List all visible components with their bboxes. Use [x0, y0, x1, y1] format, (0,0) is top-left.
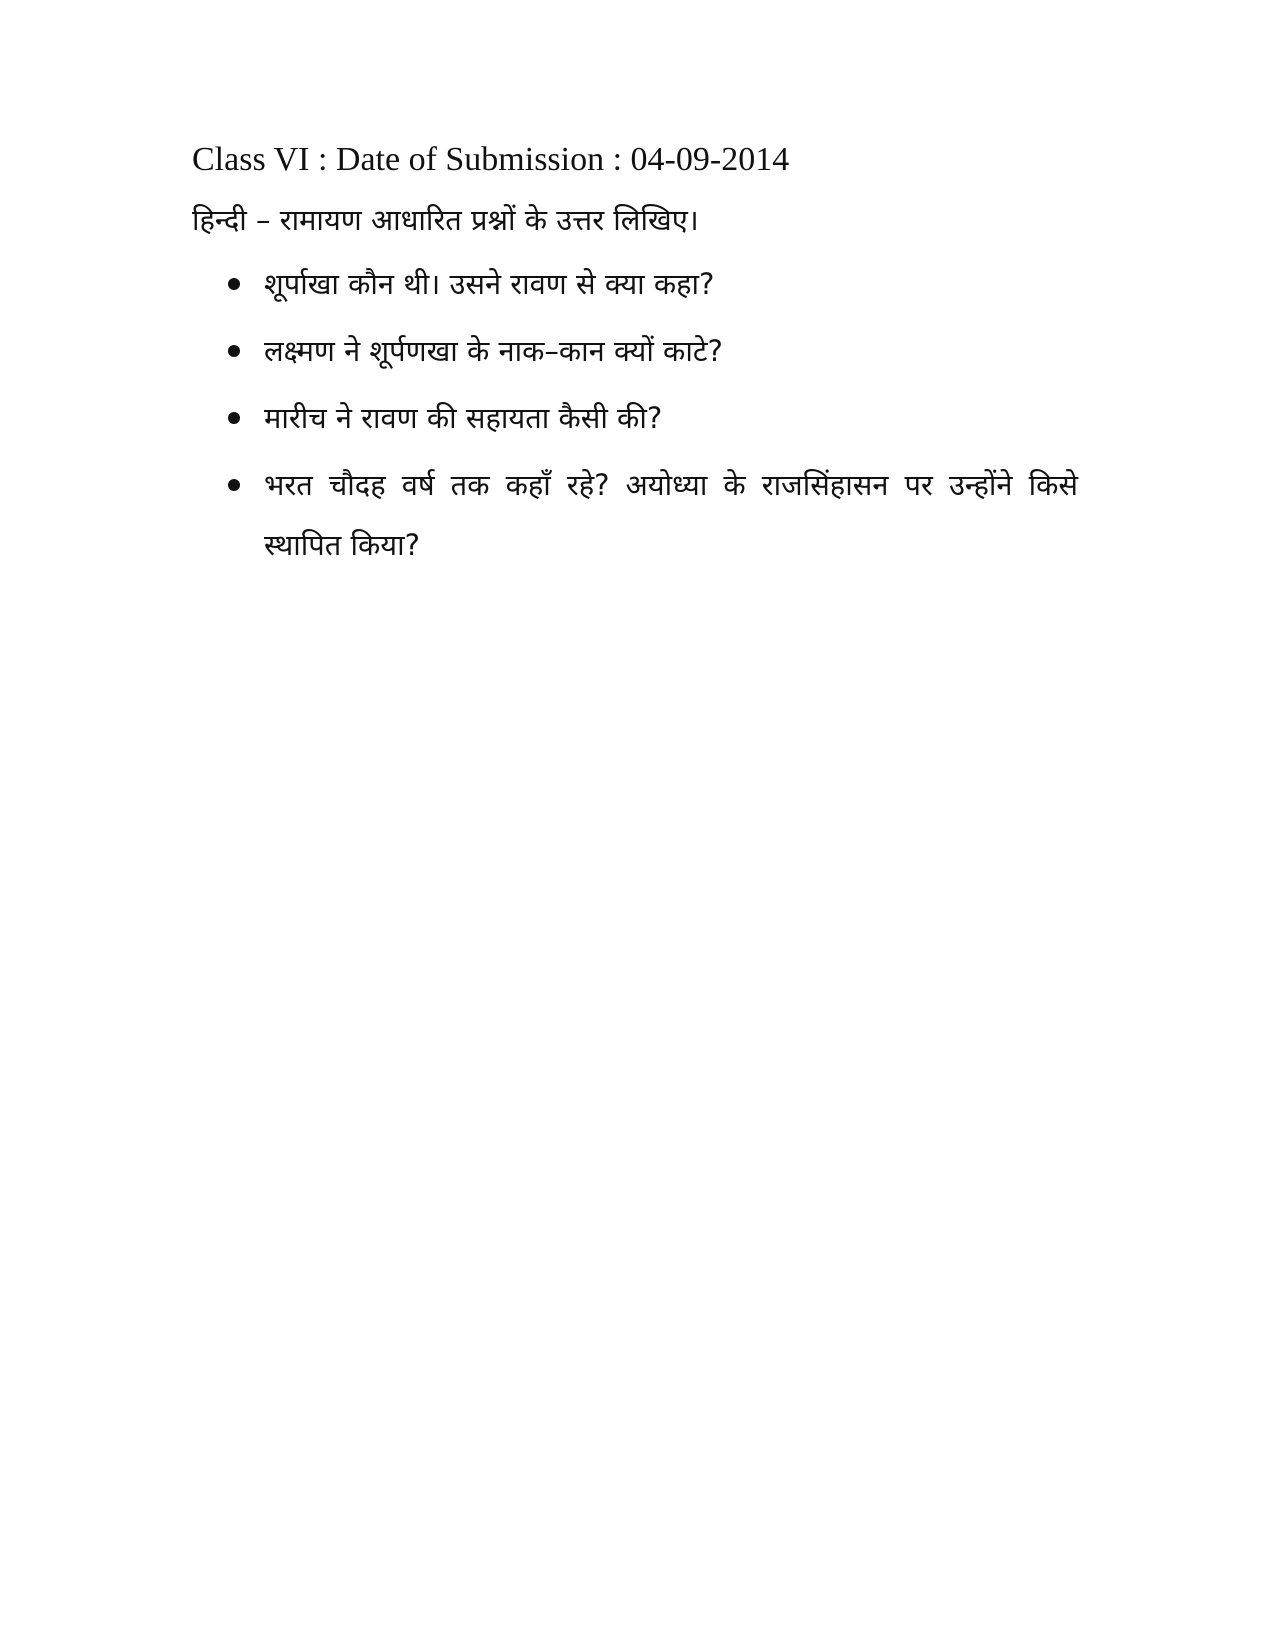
- question-text: शूर्पाखा कौन थी। उसने रावण से क्या कहा?: [264, 267, 715, 301]
- page-heading: Class VI : Date of Submission : 04-09-2014: [192, 141, 790, 178]
- bullet-icon: [228, 278, 240, 290]
- question-item: [228, 329, 1078, 373]
- question-item: [228, 455, 1078, 575]
- bullet-icon: [228, 345, 240, 357]
- question-item: [228, 396, 1078, 440]
- question-text: लक्ष्मण ने शूर्पणखा के नाक–कान क्यों काटे?: [264, 334, 723, 368]
- bullet-icon: [228, 412, 240, 424]
- question-list: [228, 262, 1078, 598]
- bullet-icon: [228, 479, 240, 491]
- question-text: भरत चौदह वर्ष तक कहाँ रहे? अयोध्या के राजसिंहासन पर उन्होंने किसे स्थापित किया?: [264, 468, 1078, 562]
- assignment-instruction: हिन्दी – रामायण आधारित प्रश्नों के उत्तर लिखिए।: [192, 203, 699, 237]
- question-item: [228, 262, 1078, 306]
- question-text: मारीच ने रावण की सहायता कैसी की?: [264, 401, 663, 435]
